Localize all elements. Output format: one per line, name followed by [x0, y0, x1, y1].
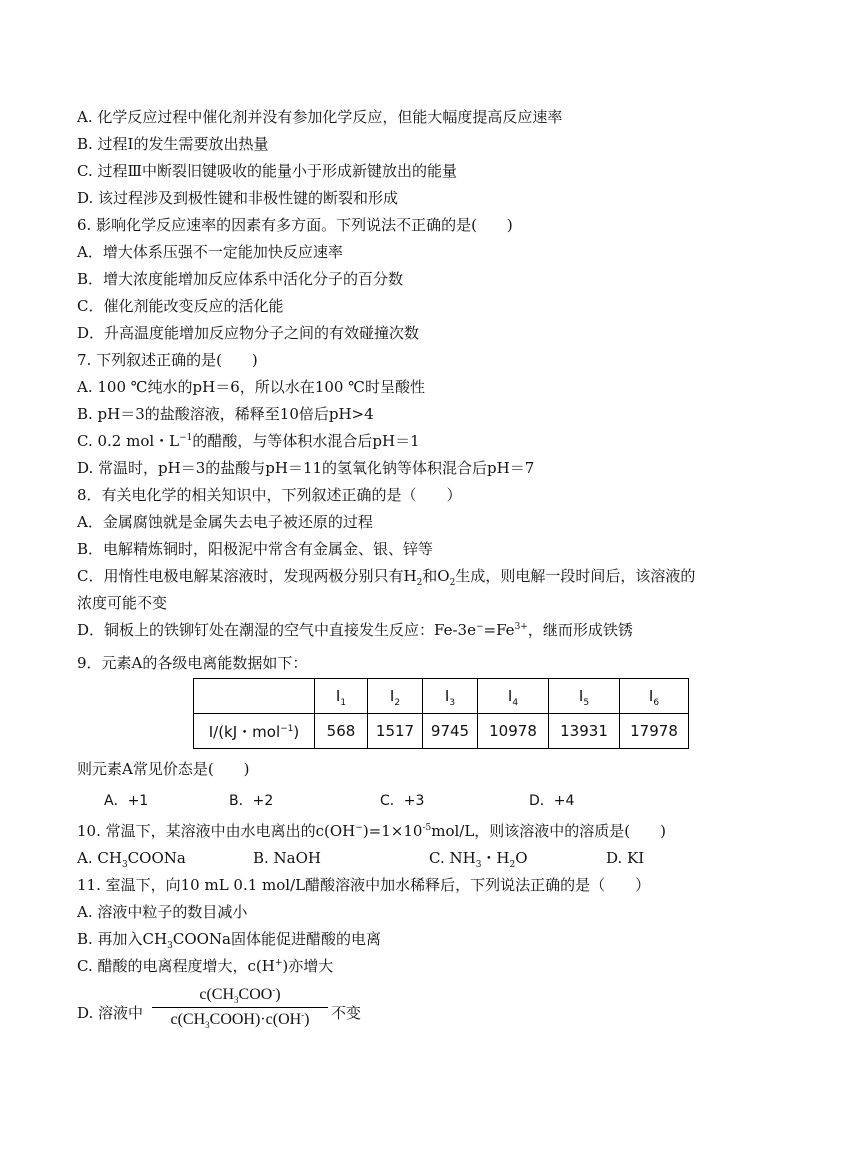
q8-option-c-line1: C．用惰性电极电解某溶液时，发现两极分别只有$H_2$和$O_2$生成，则电解一段时间后，该溶液的 — [77, 567, 696, 588]
table-header-i6: $I_6$ — [620, 679, 689, 714]
q5-option-a: A. 化学反应过程中催化剂并没有参加化学反应，但能大幅度提高反应速率 — [77, 108, 563, 126]
q6-option-a: A．增大体系压强不一定能加快反应速率 — [77, 243, 343, 261]
q6-option-b: B．增大浓度能增加反应体系中活化分子的百分数 — [77, 270, 404, 288]
table-row — [194, 714, 689, 749]
q6-option-c: C．催化剂能改变反应的活化能 — [77, 297, 284, 315]
q9-question: 则元素A常见价态是( ) — [77, 760, 250, 778]
table-header-i2: $I_2$ — [368, 679, 423, 714]
q11-stem: 11. 室温下，向10 mL 0.1 mol/L醋酸溶液中加水稀释后，下列说法正确的是（ ） — [77, 876, 651, 894]
q7-stem: 7. 下列叙述正确的是( ) — [77, 351, 258, 369]
table-cell: 1517 — [368, 714, 423, 749]
q9-option-c: C．+3 — [380, 793, 425, 809]
q6-stem: 6. 影响化学反应速率的因素有多方面。下列说法不正确的是( ) — [77, 216, 513, 234]
concentration-ratio-fraction — [152, 986, 328, 1029]
q9-option-b: B．+2 — [229, 793, 274, 809]
q11-option-b: B. 再加入$CH_3COONa$固体能促进醋酸的电离 — [77, 930, 382, 951]
q5-option-c: C. 过程Ⅲ中断裂旧键吸收的能量小于形成新键放出的能量 — [77, 162, 457, 180]
q8-option-c-line2: 浓度可能不变 — [77, 594, 168, 612]
fraction-denominator: $c(CH_3COOH)\cdot c(OH^-)$ — [170, 1009, 310, 1031]
q10-option-a: A. $CH_3COONa$ — [77, 849, 186, 870]
table-corner-cell — [194, 679, 315, 714]
table-cell: 17978 — [620, 714, 689, 749]
table-header-i1: $I_1$ — [315, 679, 368, 714]
q9-option-a: A．+1 — [104, 793, 149, 809]
table-cell: 9745 — [423, 714, 478, 749]
q6-option-d: D．升高温度能增加反应物分子之间的有效碰撞次数 — [77, 324, 420, 342]
table-header-i3: $I_3$ — [423, 679, 478, 714]
table-cell: 13931 — [549, 714, 620, 749]
q10-stem: 10. 常温下，某溶液中由水电离出的$c(OH^-)=1\times 10^{-5}mol/L$，则该溶液中的溶质是( ) — [77, 822, 666, 840]
q7-option-c: C. 0.2 mol・$L^{-1}$的醋酸，与等体积水混合后pH＝1 — [77, 432, 420, 450]
q10-option-b: B. NaOH — [253, 849, 322, 867]
q8-option-a: A．金属腐蚀就是金属失去电子被还原的过程 — [77, 513, 373, 531]
q5-option-b: B. 过程Ⅰ的发生需要放出热量 — [77, 135, 269, 153]
q8-option-d: D．铜板上的铁铆钉处在潮湿的空气中直接发生反应：$Fe-3e^-=Fe^{3+}$，继而形成铁锈 — [77, 621, 633, 639]
fraction-numerator: $c(CH_3COO^-)$ — [152, 986, 328, 1008]
q8-option-b: B．电解精炼铜时，阳极泥中常含有金属金、银、锌等 — [77, 540, 434, 558]
q9-stem: 9．元素A的各级电离能数据如下： — [77, 654, 308, 672]
q5-option-d: D. 该过程涉及到极性键和非极性键的断裂和形成 — [77, 189, 399, 207]
q11-option-c: C. 醋酸的电离程度增大，c(H+)亦增大 — [77, 957, 334, 975]
q11-option-d-suffix: 不变 — [331, 1004, 362, 1022]
ionization-energy-table — [193, 678, 689, 749]
q11-option-d-label: D. 溶液中 — [77, 1004, 144, 1022]
table-header-i4: $I_4$ — [478, 679, 549, 714]
q8-stem: 8．有关电化学的相关知识中，下列叙述正确的是（ ） — [77, 486, 462, 504]
q10-option-c: C. $NH_3$・$H_2O$ — [429, 849, 528, 870]
q7-option-a: A. 100 ℃纯水的pH＝6，所以水在100 ℃时呈酸性 — [77, 378, 425, 396]
q11-option-a: A. 溶液中粒子的数目减小 — [77, 903, 248, 921]
table-header-i5: $I_5$ — [549, 679, 620, 714]
table-header-row — [194, 679, 689, 714]
q10-option-d: D. KI — [606, 849, 645, 867]
q7-option-b: B. pH＝3的盐酸溶液，稀释至10倍后pH>4 — [77, 405, 374, 423]
table-row-label: I/(kJ・mol$^{-1}$) — [194, 714, 315, 749]
table-cell: 10978 — [478, 714, 549, 749]
table-cell: 568 — [315, 714, 368, 749]
q7-option-d: D. 常温时，pH＝3的盐酸与pH＝11的氢氧化钠等体积混合后pH＝7 — [77, 459, 535, 477]
q9-option-d: D．+4 — [529, 793, 575, 809]
